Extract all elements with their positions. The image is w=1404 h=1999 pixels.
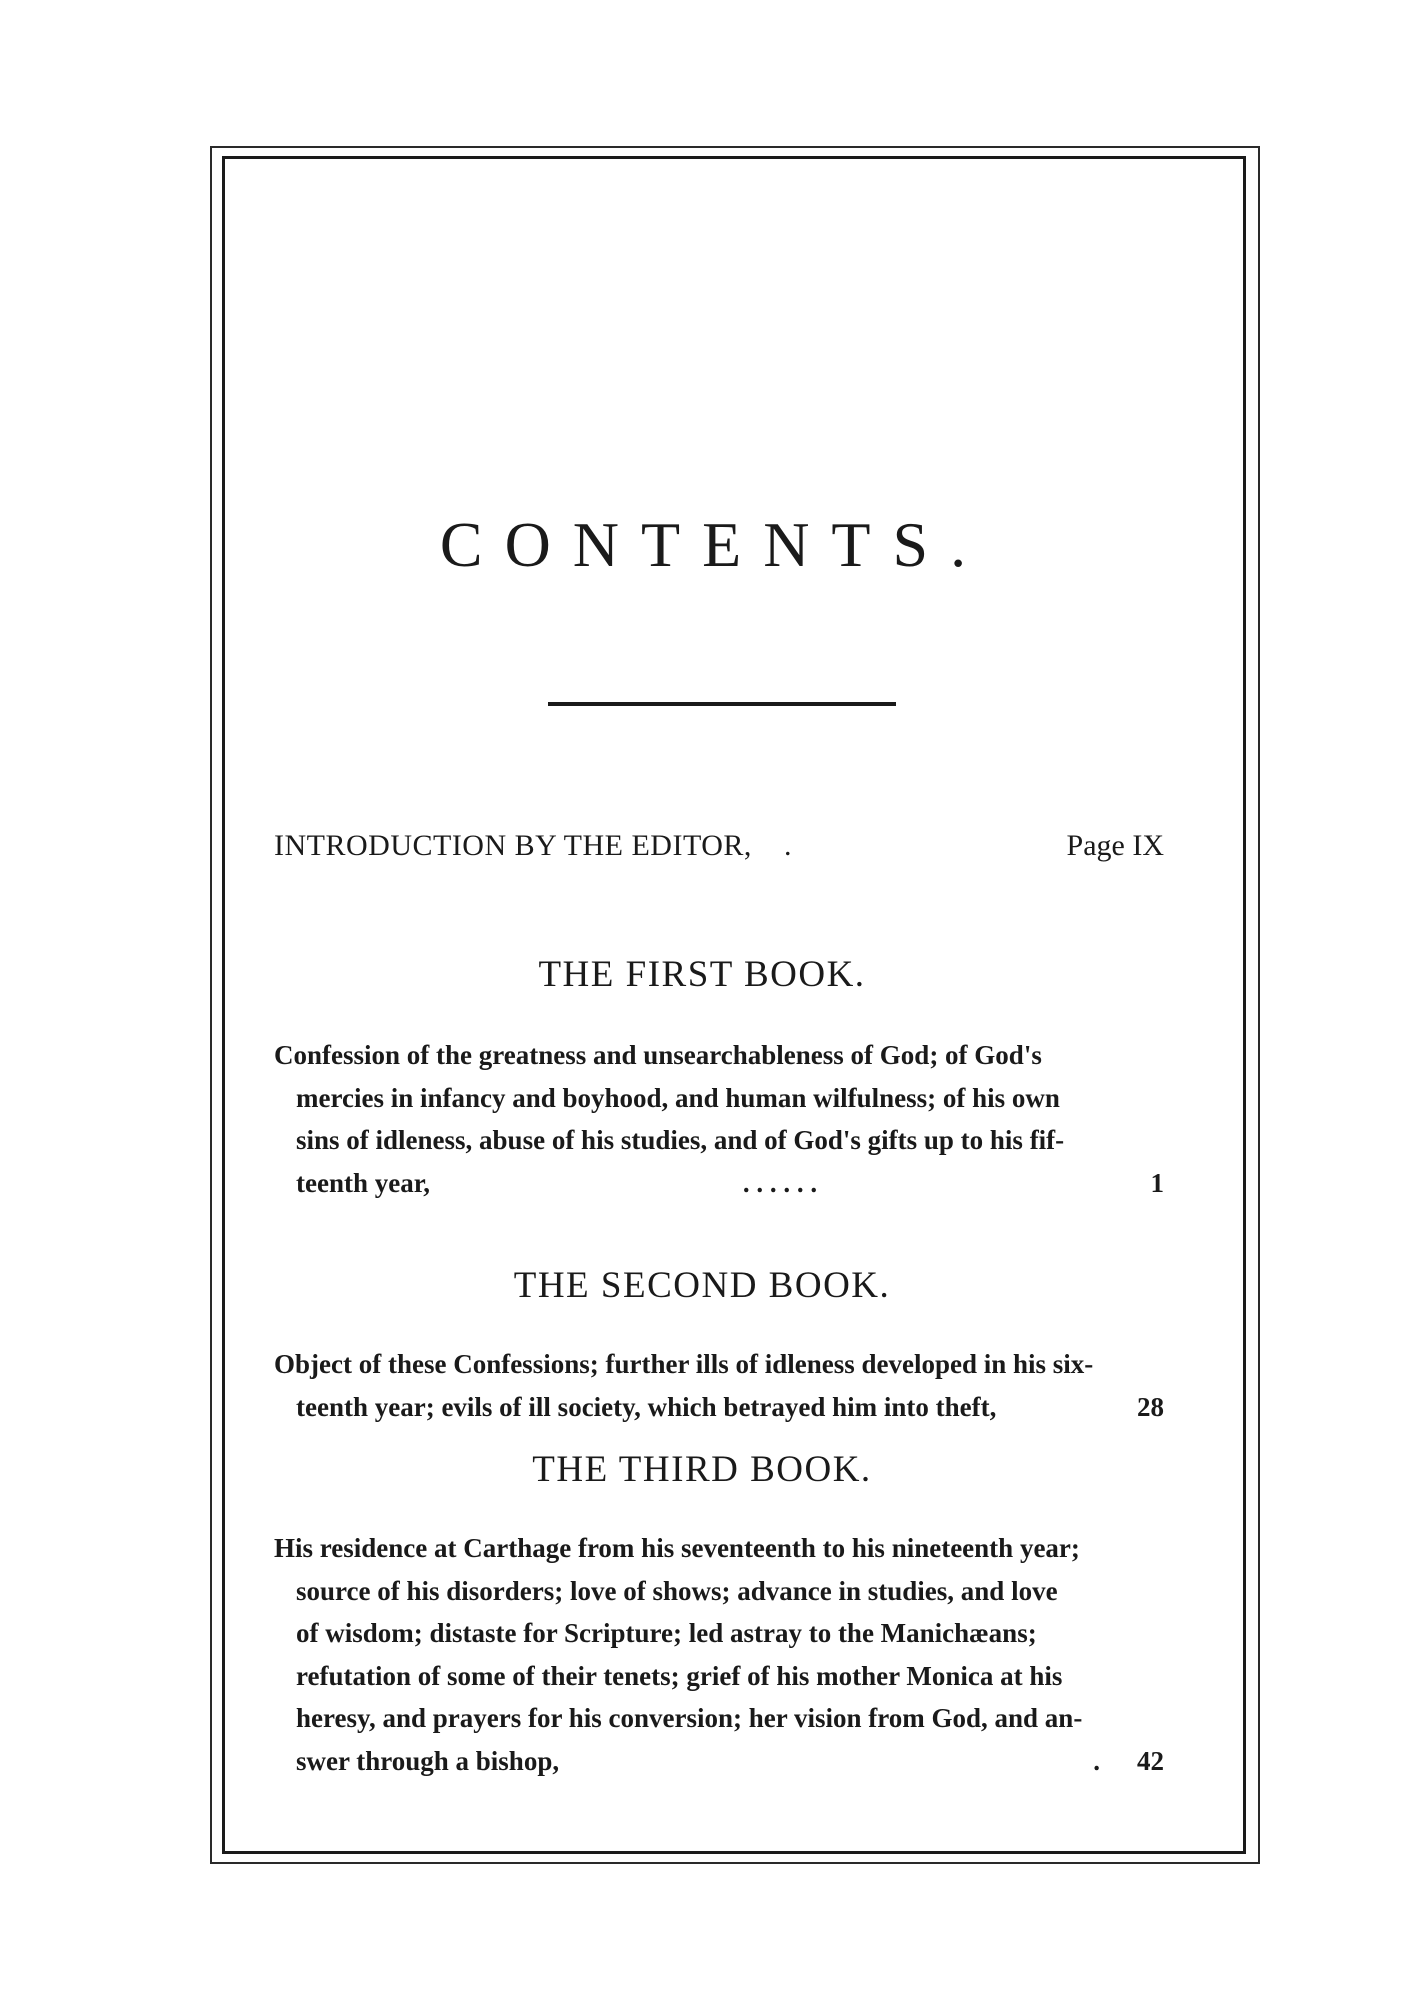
toc-entry-introduction xyxy=(274,826,1164,866)
title-rule xyxy=(548,702,896,706)
entry-page-number: 1 xyxy=(1150,1167,1164,1198)
entry-last-text: swer through a bishop, xyxy=(296,1745,560,1776)
page-title: CONTENTS. xyxy=(439,509,989,580)
dot-leaders: . xyxy=(1093,1745,1100,1776)
entry-line: heresy, and prayers for his conversion; her vision from God, and an- xyxy=(296,1703,1083,1733)
toc-entry-second-book xyxy=(274,1343,1164,1428)
intro-title: INTRODUCTION BY THE EDITOR, xyxy=(274,829,752,862)
book-heading-first: THE FIRST BOOK. xyxy=(538,954,866,995)
toc-entry-third-book xyxy=(274,1527,1164,1782)
intro-leader: . xyxy=(784,829,792,862)
entry-page-number: 42 xyxy=(1137,1745,1164,1776)
entry-line: mercies in infancy and boyhood, and human wilfulness; of his own xyxy=(296,1082,1060,1113)
entry-last-line xyxy=(274,1740,1164,1783)
book-heading-second: THE SECOND BOOK. xyxy=(513,1265,891,1306)
entry-last-line xyxy=(274,1162,1164,1205)
entry-line: Confession of the greatness and unsearchableness of God; of God's xyxy=(274,1040,1042,1070)
entry-line: source of his disorders; love of shows; advance in studies, and love xyxy=(296,1575,1058,1606)
entry-line: sins of idleness, abuse of his studies, and of God's gifts up to his fif- xyxy=(296,1125,1065,1155)
entry-line: Object of these Confessions; further ills of idleness developed in his six- xyxy=(274,1349,1094,1379)
entry-page-number: 28 xyxy=(1137,1391,1164,1422)
entry-last-text: teenth year; evils of ill society, which betrayed him into theft, xyxy=(296,1391,997,1422)
entry-line: refutation of some of their tenets; grief of his mother Monica at his xyxy=(296,1660,1063,1691)
entry-last-text: teenth year, xyxy=(296,1167,430,1198)
entry-last-line xyxy=(274,1386,1164,1429)
toc-entry-first-book xyxy=(274,1034,1164,1204)
entry-line: of wisdom; distaste for Scripture; led astray to the Manichæans; xyxy=(296,1618,1037,1648)
dot-leaders: . . . . . . xyxy=(742,1167,818,1198)
intro-page: Page IX xyxy=(1066,829,1164,862)
book-heading-third: THE THIRD BOOK. xyxy=(532,1449,872,1490)
entry-line: His residence at Carthage from his seventeenth to his nineteenth year; xyxy=(274,1533,1080,1563)
